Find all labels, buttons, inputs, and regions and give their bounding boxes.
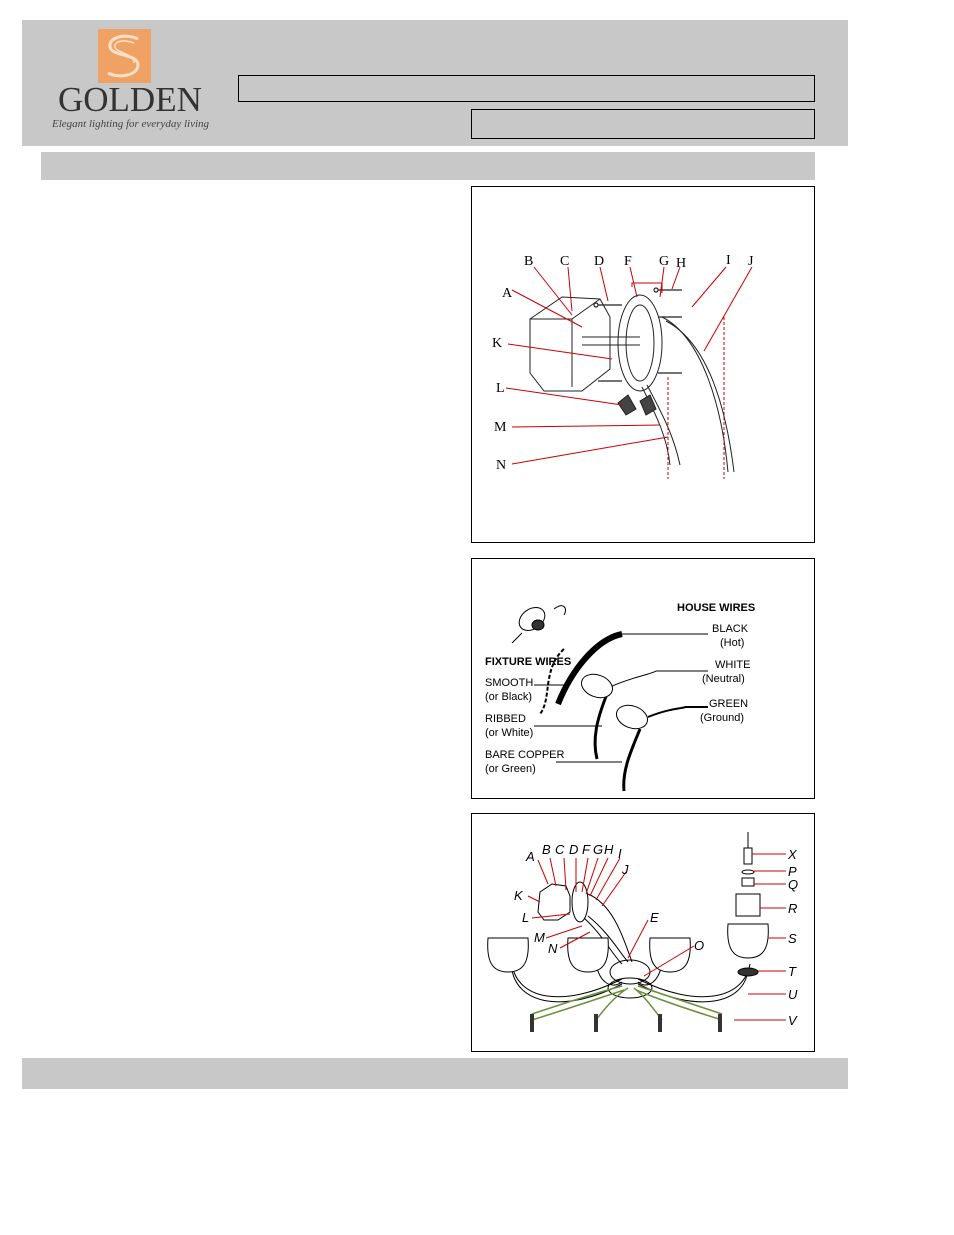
mounting-plate (582, 295, 662, 391)
d1-label-k: K (492, 336, 503, 351)
d3-label-s: S (788, 931, 797, 946)
green-wire-sub: (Ground) (700, 712, 745, 724)
smooth-wire-sub: (or Black) (485, 691, 533, 703)
bare-copper-label: BARE COPPER (485, 749, 565, 761)
d1-label-a: A (502, 286, 513, 301)
logo-s-icon (98, 29, 151, 83)
wires (618, 317, 734, 472)
d3-label-e: E (650, 910, 659, 925)
d1-label-b: B (524, 254, 534, 269)
house-wires-title: HOUSE WIRES (677, 602, 756, 614)
glass-shades (488, 924, 769, 972)
d3-label-v: V (788, 1013, 797, 1028)
section-bar-top (41, 152, 815, 180)
mounting-diagram-panel (471, 186, 815, 543)
assembly-arms (512, 960, 750, 1002)
d3-label-h: H (604, 842, 614, 857)
wire-connector-top (512, 603, 566, 643)
logo-mark (98, 29, 151, 83)
d3-label-c: C (555, 842, 565, 857)
wiring-diagram-panel (471, 558, 815, 799)
d3-label-g: G (593, 842, 604, 857)
d1-label-m: M (494, 420, 507, 435)
bare-copper-sub: (or Green) (485, 763, 536, 775)
junction-box (530, 297, 610, 391)
white-wire-sub: (Neutral) (702, 673, 745, 685)
d3-label-x: X (788, 847, 797, 862)
d3-label-m: M (534, 930, 545, 945)
d1-label-j: J (748, 254, 754, 269)
d3-label-d: D (569, 842, 579, 857)
model-field (471, 109, 815, 139)
brand-name: GOLDEN (58, 80, 202, 119)
ribbed-wire-sub: (or White) (485, 727, 534, 739)
wiring-diagram (472, 559, 814, 798)
black-wire-label: BLACK (712, 623, 749, 635)
assembly-diagram-panel (471, 813, 815, 1052)
assembly-diagram (472, 814, 814, 1051)
fixture-wires-title: FIXTURE WIRES (485, 656, 572, 668)
d3-label-k: K (514, 888, 523, 903)
crystal-drops (530, 1014, 722, 1032)
d1-label-g: G (659, 254, 670, 269)
d1-label-d: D (594, 254, 605, 269)
wire-nuts (578, 670, 651, 733)
crystal-strands (532, 986, 722, 1020)
d3-label-a: A (526, 849, 535, 864)
d1-label-i: I (726, 253, 731, 268)
d3-label-f: F (582, 842, 590, 857)
d3-label-o: O (694, 938, 705, 953)
ribbed-wire-label: RIBBED (485, 713, 526, 725)
d1-label-n: N (496, 458, 507, 473)
screws (594, 288, 682, 381)
d3-label-i: I (618, 846, 622, 861)
section-bar-bottom (22, 1058, 848, 1089)
d3-label-j: J (622, 862, 629, 877)
d3-label-l: L (522, 910, 530, 925)
d3-label-q: Q (788, 877, 799, 892)
title-field (238, 75, 815, 102)
brand-tagline: Elegant lighting for everyday living (52, 118, 210, 130)
white-wire-label: WHITE (715, 659, 751, 671)
d3-label-p: P (788, 864, 797, 879)
smooth-wire-label: SMOOTH (485, 677, 534, 689)
d3-label-t: T (788, 964, 796, 979)
d3-label-b: B (542, 842, 551, 857)
black-wire-sub: (Hot) (720, 637, 745, 649)
mounting-diagram (472, 187, 814, 542)
d1-label-c: C (560, 254, 570, 269)
d3-label-u: U (788, 987, 798, 1002)
d3-label-n: N (548, 941, 558, 956)
d1-label-l: L (496, 381, 505, 396)
green-wire-label: GREEN (709, 698, 749, 710)
d3-label-r: R (788, 901, 798, 916)
d1-label-f: F (624, 254, 632, 269)
d1-label-h: H (676, 256, 687, 271)
